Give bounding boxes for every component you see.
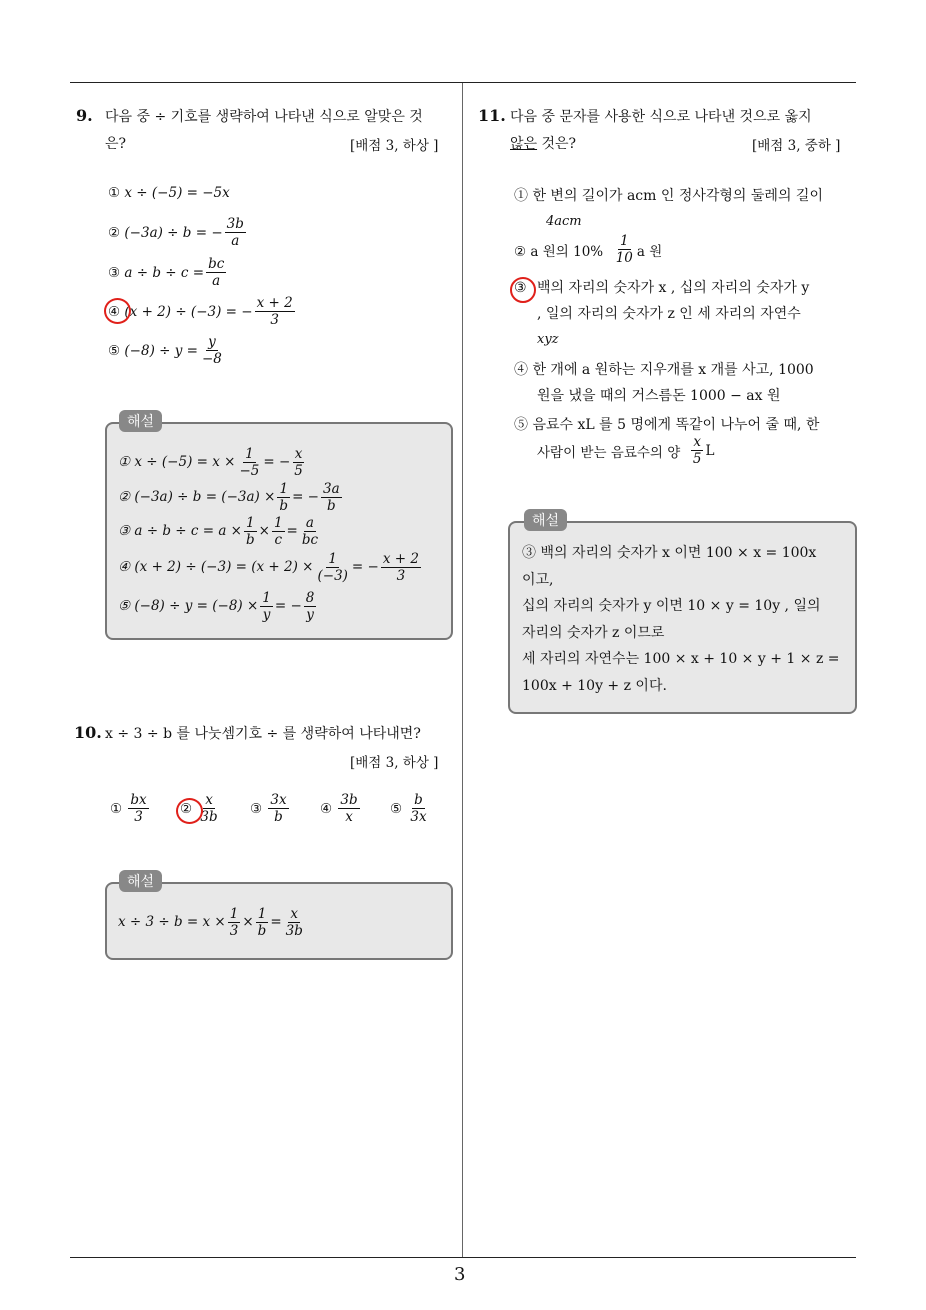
q11-text-line2: 않은 것은? — [510, 136, 577, 152]
explain-line: ③ a ÷ b ÷ c = a × $\frac{1}{b}$ × $\frac{1}{c}$ = $\frac{a}{bc}$ — [118, 514, 319, 548]
fraction: $\frac{bc}{a}$ — [208, 256, 225, 289]
q9-choice-2[interactable] — [108, 216, 248, 249]
explain-line: 세 자리의 자연수는 100 × x + 10 × y + 1 × z = — [522, 651, 840, 667]
q9-choice-1[interactable] — [108, 185, 230, 201]
q10-answer-circle — [176, 798, 203, 824]
q10-choice-5[interactable]: ⑤ $\frac{b}{3x}$ — [390, 792, 427, 825]
explain-line: ④ (x + 2) ÷ (−3) = (x + 2) × $\frac{1}{(-3)}$ = − $\frac{x + 2}{3}$ — [118, 550, 419, 584]
q9-choice-5[interactable] — [108, 334, 226, 367]
choice-expr: (−8) ÷ y = — [124, 342, 198, 359]
choice-mark: ⑤ — [108, 342, 121, 359]
q10-text: x ÷ 3 ÷ b 를 나눗셈기호 ÷ 를 생략하여 나타내면? — [105, 726, 421, 742]
explain-line: ⑤ (−8) ÷ y = (−8) × $\frac{1}{y}$ = − $\frac{8}{y}$ — [118, 589, 315, 623]
q10-number: 10. — [74, 723, 102, 742]
q11-text-line1: 다음 중 문자를 사용한 식으로 나타낸 것으로 옳지 — [510, 109, 812, 125]
q10-choice-4[interactable]: ④ $\frac{3b}{x}$ — [320, 792, 358, 825]
explain-line: ① x ÷ (−5) = x × $\frac{1}{-5}$ = − $\frac{x}{5}$ — [118, 445, 303, 479]
q9-choice-3[interactable] — [108, 256, 228, 289]
q11-choice-1-line2: 4acm — [546, 214, 582, 229]
choice-expr: x ÷ (−5) = −5x — [124, 185, 230, 201]
q10-choice-2[interactable]: ② $\frac{x}{3b}$ — [180, 792, 218, 825]
q9-answer-circle — [104, 298, 131, 324]
top-rule — [70, 82, 856, 83]
q11-choice-3-line2: , 일의 자리의 숫자가 z 인 세 자리의 자연수 — [537, 306, 801, 322]
q11-choice-5-line2: 사람이 받는 음료수의 양 $\frac{x}{5}$ L — [537, 434, 715, 467]
q11-choice-3-line3: xyz — [537, 332, 559, 347]
q9-text-line2: 은? — [105, 136, 127, 152]
q9-number: 9. — [76, 106, 93, 125]
explain-line: ② (−3a) ÷ b = (−3a) × $\frac{1}{b}$ = − $\frac{3a}{b}$ — [118, 480, 340, 514]
q9-text-line1: 다음 중 ÷ 기호를 생략하여 나타낸 식으로 알맞은 것 — [105, 109, 423, 125]
explain-line: 100x + 10y + z 이다. — [522, 677, 667, 694]
explain-line: ③ 백의 자리의 숫자가 x 이면 100 × x = 100x — [522, 545, 817, 561]
q11-choice-4-line1[interactable]: ④ 한 개에 a 원하는 지우개를 x 개를 사고, 1000 — [514, 362, 814, 378]
q10-explain-tag: 해설 — [119, 870, 162, 892]
q11-choice-5-line1[interactable]: ⑤ 음료수 xL 를 5 명에게 똑같이 나누어 줄 때, 한 — [514, 417, 820, 433]
choice-mark: ④ — [108, 303, 121, 320]
q11-choice-4-line2: 원을 냈을 때의 거스름돈 1000 − ax 원 — [537, 388, 781, 404]
q9-choice-4[interactable] — [108, 295, 297, 328]
choice-expr: (−3a) ÷ b = − — [124, 224, 223, 241]
choice-mark: ① — [108, 185, 121, 201]
choice-mark: ③ — [108, 264, 121, 281]
q11-score: [배점 3, 중하 ] — [752, 138, 841, 154]
q11-explain-body — [522, 540, 840, 699]
explain-line: 이고, — [522, 571, 554, 588]
column-divider — [462, 83, 463, 1258]
choice-expr: a ÷ b ÷ c = — [124, 264, 205, 281]
q11-choice-2[interactable]: ② a 원의 10% $\frac{1}{10}$ a 원 — [514, 233, 663, 266]
q11-choice-1-line1[interactable]: ① 한 변의 길이가 acm 인 정사각형의 둘레의 길이 — [514, 188, 823, 204]
q10-explain-line: x ÷ 3 ÷ b = x × $\frac{1}{3}$ × $\frac{1}{b}$ = $\frac{x}{3b}$ — [118, 905, 303, 939]
choice-expr: (x + 2) ÷ (−3) = − — [124, 303, 253, 320]
q10-choice-3[interactable]: ③ $\frac{3x}{b}$ — [250, 792, 287, 825]
fraction: $\frac{3b}{a}$ — [226, 216, 244, 249]
q11-number: 11. — [478, 106, 506, 125]
q10-score: [배점 3, 하상 ] — [350, 755, 439, 771]
page-number: 3 — [454, 1264, 466, 1285]
q9-score: [배점 3, 하상 ] — [350, 138, 439, 154]
q10-choice-1[interactable]: ① $\frac{bx}{3}$ — [110, 792, 147, 825]
explain-line: 십의 자리의 숫자가 y 이면 10 × y = 10y , 일의 — [522, 598, 821, 614]
q9-explain-body — [118, 444, 423, 626]
bottom-rule — [70, 1257, 856, 1258]
fraction: $\frac{x + 2}{3}$ — [256, 295, 293, 328]
choice-mark: ② — [108, 224, 121, 241]
explain-line: 자리의 숫자가 z 이므로 — [522, 624, 665, 641]
q11-choice-3-line1: 백의 자리의 숫자가 x , 십의 자리의 숫자가 y — [537, 280, 810, 296]
fraction: $\frac{y}{-8}$ — [201, 334, 222, 367]
q11-choice-3-mark[interactable]: ③ — [514, 280, 527, 296]
q9-explain-tag: 해설 — [119, 410, 162, 432]
q11-explain-tag: 해설 — [524, 509, 567, 531]
